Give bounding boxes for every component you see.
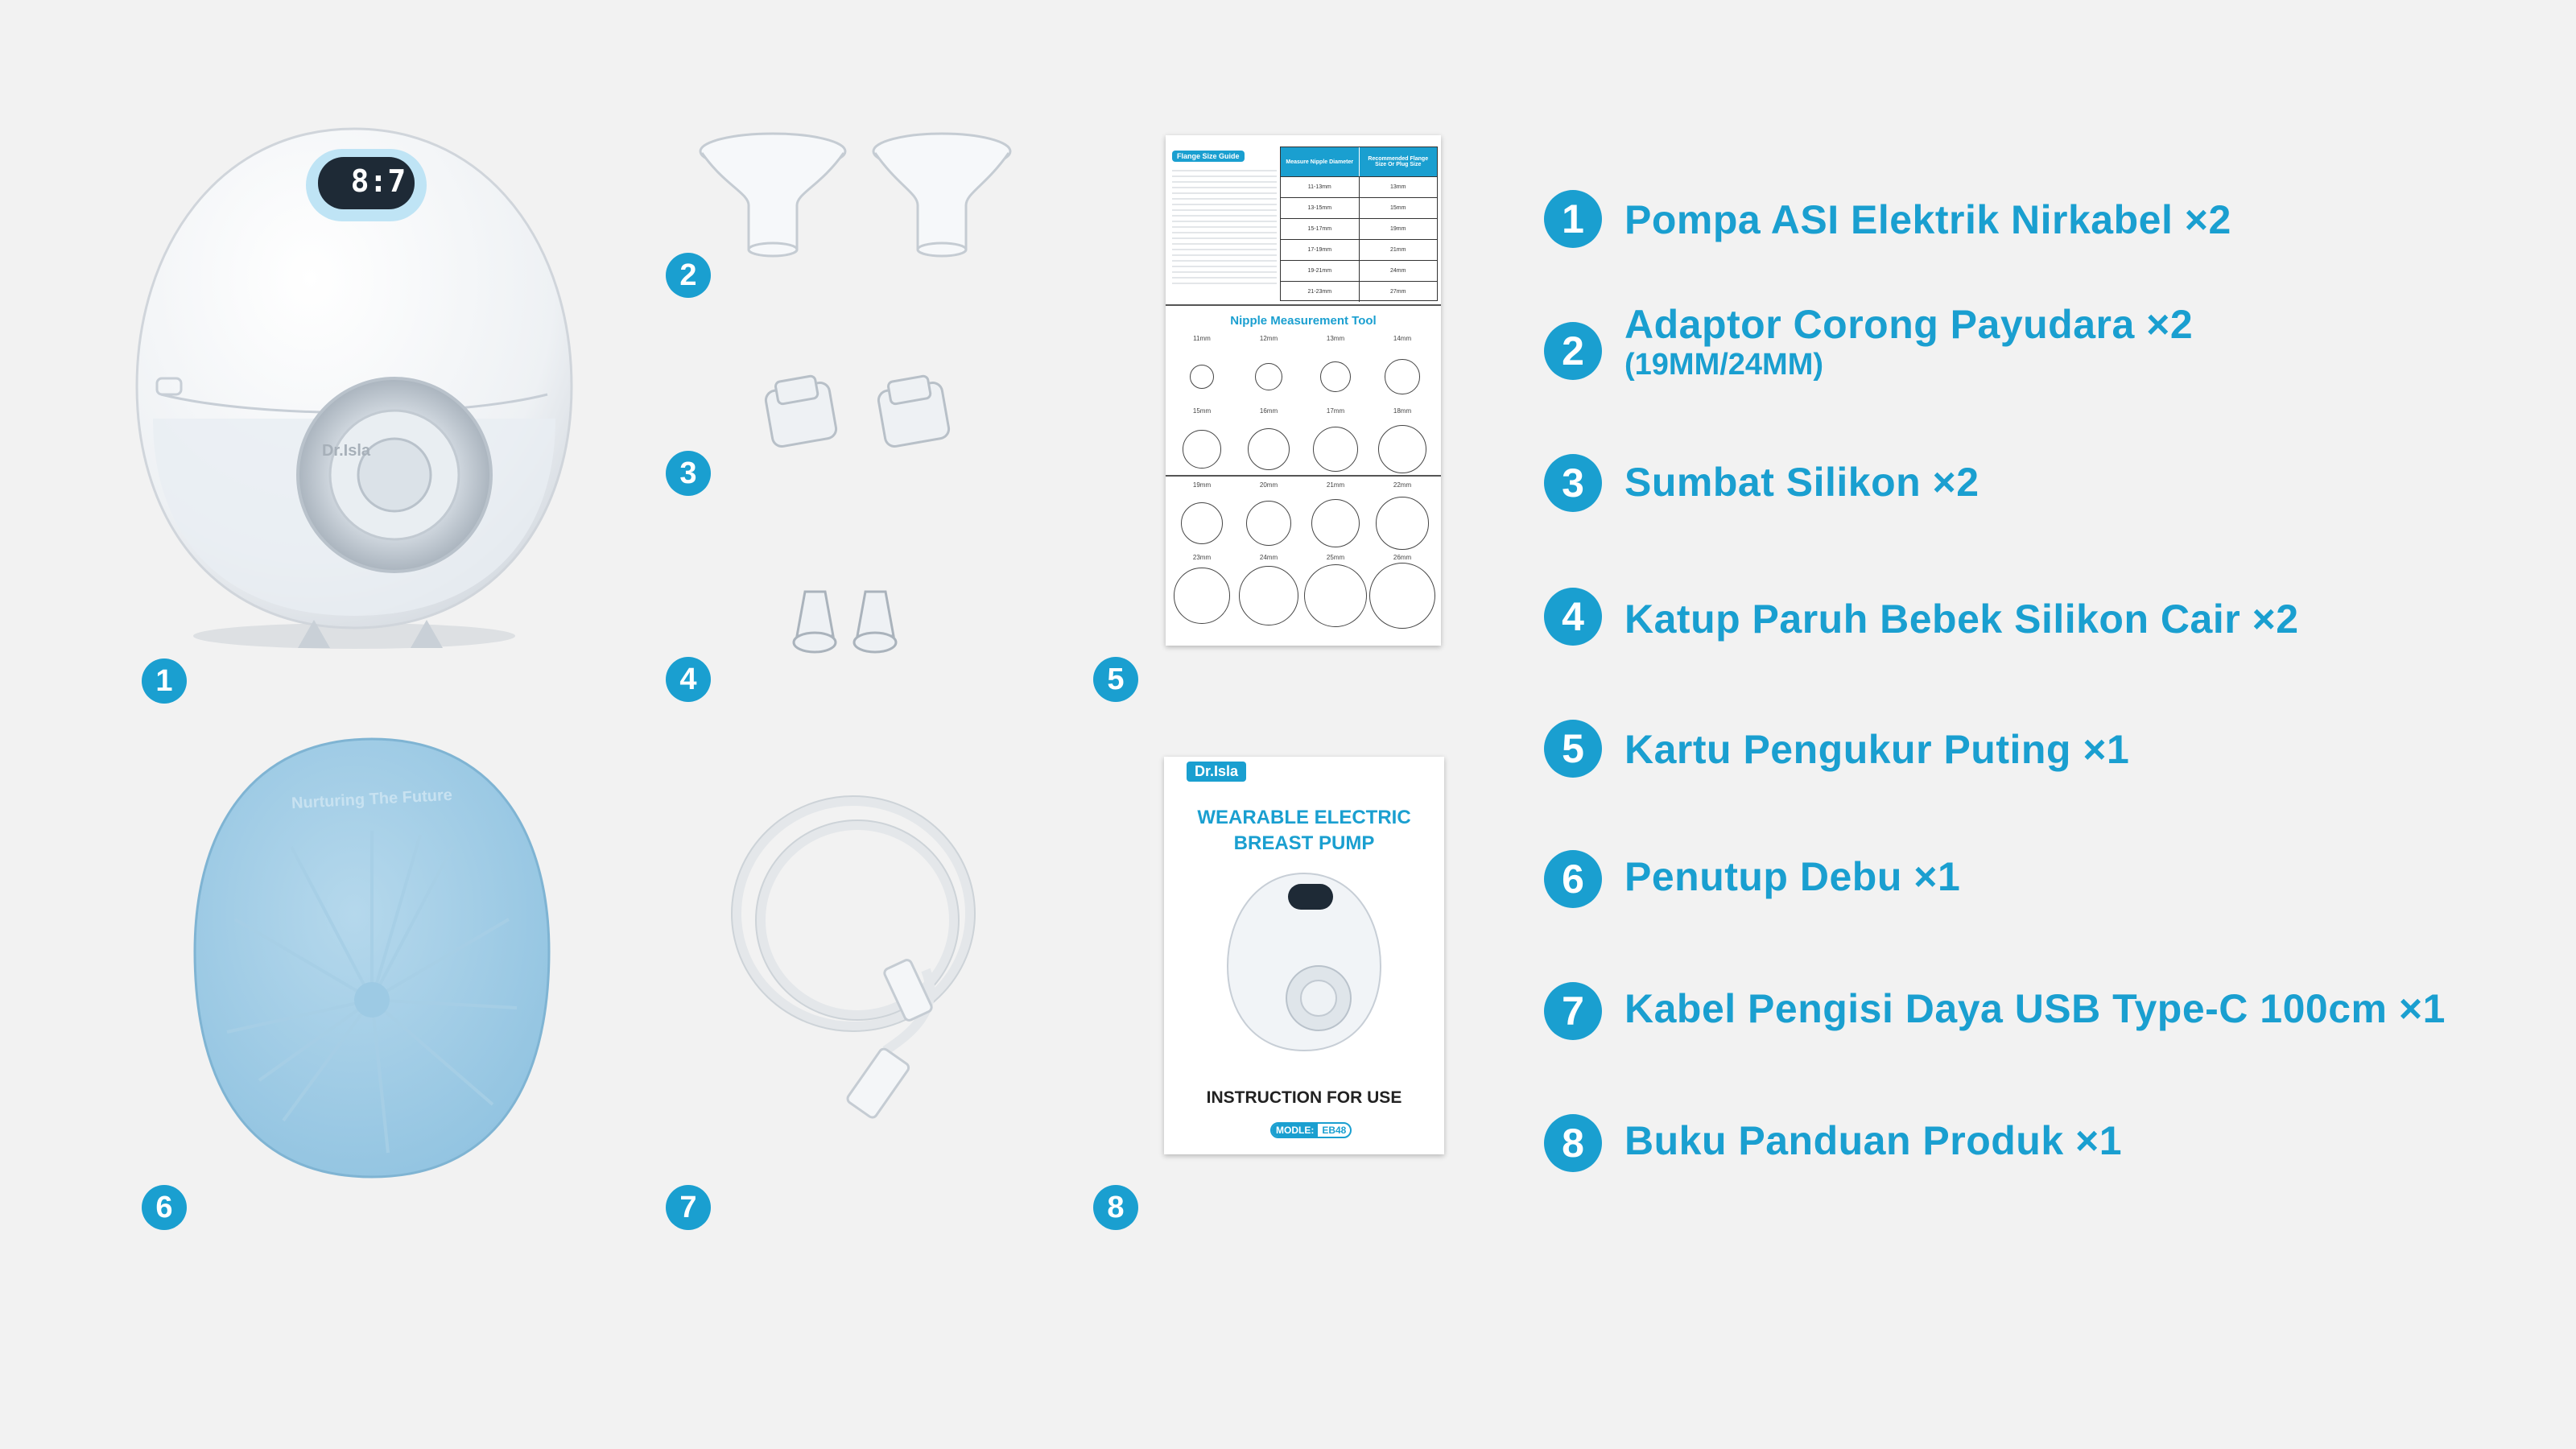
item-badge-1: 1 (142, 658, 187, 704)
list-item-2: Adaptor Corong Payudara ×2 (1624, 302, 2194, 347)
manual-title-line1: WEARABLE ELECTRIC (1197, 807, 1411, 828)
card-tool-title: Nipple Measurement Tool (1230, 314, 1377, 328)
pump-brand-text: Dr.Isla (321, 442, 371, 460)
breast-pump-image (129, 121, 580, 668)
manual-title-line2: BREAST PUMP (1233, 832, 1375, 854)
list-badge-8: 8 (1544, 1114, 1602, 1172)
flange-adapters-image (692, 129, 1030, 266)
card-measure-circle (1248, 428, 1290, 470)
list-item-2-sub: (19MM/24MM) (1624, 348, 1824, 382)
manual-footer-text: INSTRUCTION FOR USE (1206, 1088, 1402, 1107)
card-table-row (1281, 218, 1437, 239)
card-col1-header: Measure Nipple Diameter (1286, 159, 1354, 165)
pump-display: 8:7 (350, 163, 407, 199)
item-badge-5: 5 (1093, 657, 1138, 702)
usb-cable-image (724, 793, 998, 1131)
list-item-5: Kartu Pengukur Puting ×1 (1624, 727, 2130, 772)
card-circle-label: 18mm (1393, 407, 1412, 415)
duckbill-valves-image (785, 588, 914, 660)
card-circle-label: 13mm (1326, 335, 1345, 342)
manual-model-label: MODLE: (1272, 1124, 1318, 1137)
card-circle-label: 17mm (1326, 407, 1345, 415)
card-table-cell: 13-15mm (1307, 205, 1332, 211)
card-circle-label: 22mm (1393, 481, 1412, 489)
manual-model-value: EB48 (1322, 1125, 1347, 1136)
card-circle-label: 20mm (1259, 481, 1278, 489)
card-measure-circle (1376, 497, 1428, 549)
card-table-cell: 24mm (1359, 261, 1438, 281)
card-table-cell: 19mm (1359, 219, 1438, 239)
manual-pump-illustration (1224, 869, 1385, 1063)
item-badge-4: 4 (666, 657, 711, 702)
card-table-cell: 21mm (1359, 240, 1438, 260)
card-measure-circle (1246, 501, 1291, 546)
instruction-manual-image (1164, 757, 1444, 1154)
list-item-3: Sumbat Silikon ×2 (1624, 460, 1979, 505)
card-measure-circle (1369, 563, 1436, 630)
list-badge-5: 5 (1544, 720, 1602, 778)
list-item-6: Penutup Debu ×1 (1624, 854, 1961, 899)
list-badge-3: 3 (1544, 454, 1602, 512)
card-table-row (1281, 197, 1437, 218)
card-measure-circle (1239, 566, 1298, 625)
card-measure-circle (1183, 430, 1221, 469)
card-circle-label: 21mm (1326, 481, 1345, 489)
card-measure-circle (1255, 363, 1282, 390)
card-measure-circle (1378, 425, 1427, 474)
card-table-row (1281, 260, 1437, 281)
list-badge-6: 6 (1544, 850, 1602, 908)
item-badge-7: 7 (666, 1185, 711, 1230)
item-badge-6: 6 (142, 1185, 187, 1230)
item-badge-2: 2 (666, 253, 711, 298)
card-measure-circle (1304, 564, 1367, 627)
list-item-7: Kabel Pengisi Daya USB Type-C 100cm ×1 (1624, 986, 2446, 1031)
list-item-4: Katup Paruh Bebek Silikon Cair ×2 (1624, 597, 2299, 642)
list-item-1: Pompa ASI Elektrik Nirkabel ×2 (1624, 197, 2231, 242)
item-badge-3: 3 (666, 451, 711, 496)
manual-brand-logo: Dr.Isla (1187, 762, 1246, 782)
card-measure-circle (1385, 359, 1419, 394)
card-circle-label: 23mm (1192, 554, 1212, 561)
cover-embossed-text: Nurturing The Future (291, 786, 453, 813)
card-circle-label: 24mm (1259, 554, 1278, 561)
card-circle-label: 12mm (1259, 335, 1278, 342)
list-badge-1: 1 (1544, 190, 1602, 248)
list-badge-2: 2 (1544, 322, 1602, 380)
card-table-cell: 11-13mm (1307, 184, 1331, 190)
card-circle-label: 19mm (1192, 481, 1212, 489)
card-table-row (1281, 281, 1437, 302)
card-table-cell: 15mm (1359, 198, 1438, 218)
card-table-cell: 13mm (1359, 177, 1438, 197)
card-guide-text (1172, 166, 1277, 287)
card-measure-circle (1174, 568, 1230, 624)
card-measure-circle (1313, 427, 1358, 472)
card-table-cell: 15-17mm (1307, 226, 1332, 232)
list-badge-4: 4 (1544, 588, 1602, 646)
card-circle-label: 26mm (1393, 554, 1412, 561)
card-table-cell: 27mm (1359, 282, 1438, 302)
card-measure-circle (1320, 361, 1352, 393)
card-measure-circle (1311, 499, 1360, 548)
card-table-cell: 19-21mm (1307, 268, 1332, 274)
card-table-cell: 17-19mm (1307, 247, 1332, 253)
card-circle-label: 11mm (1193, 335, 1211, 342)
dust-cover-image (187, 734, 557, 1185)
card-measure-circle (1190, 365, 1214, 389)
card-size-table (1280, 147, 1438, 301)
card-circle-label: 15mm (1192, 407, 1212, 415)
card-circle-label: 14mm (1393, 335, 1412, 342)
card-guide-section (1172, 148, 1277, 287)
card-table-cell: 21-23mm (1307, 289, 1332, 295)
list-badge-7: 7 (1544, 982, 1602, 1040)
card-circle-label: 25mm (1326, 554, 1345, 561)
card-table-row (1281, 239, 1437, 260)
item-badge-8: 8 (1093, 1185, 1138, 1230)
card-guide-title: Flange Size Guide (1172, 151, 1245, 162)
list-item-8: Buku Panduan Produk ×1 (1624, 1118, 2123, 1163)
card-measure-circle (1181, 502, 1223, 544)
nipple-measurement-card (1166, 135, 1441, 646)
manual-model-tag (1270, 1122, 1352, 1138)
silicone-plugs-image (761, 370, 962, 459)
card-col2-header: Recommended Flange Size Or Plug Size (1359, 147, 1438, 176)
card-circle-label: 16mm (1259, 407, 1278, 415)
card-table-row (1281, 176, 1437, 197)
